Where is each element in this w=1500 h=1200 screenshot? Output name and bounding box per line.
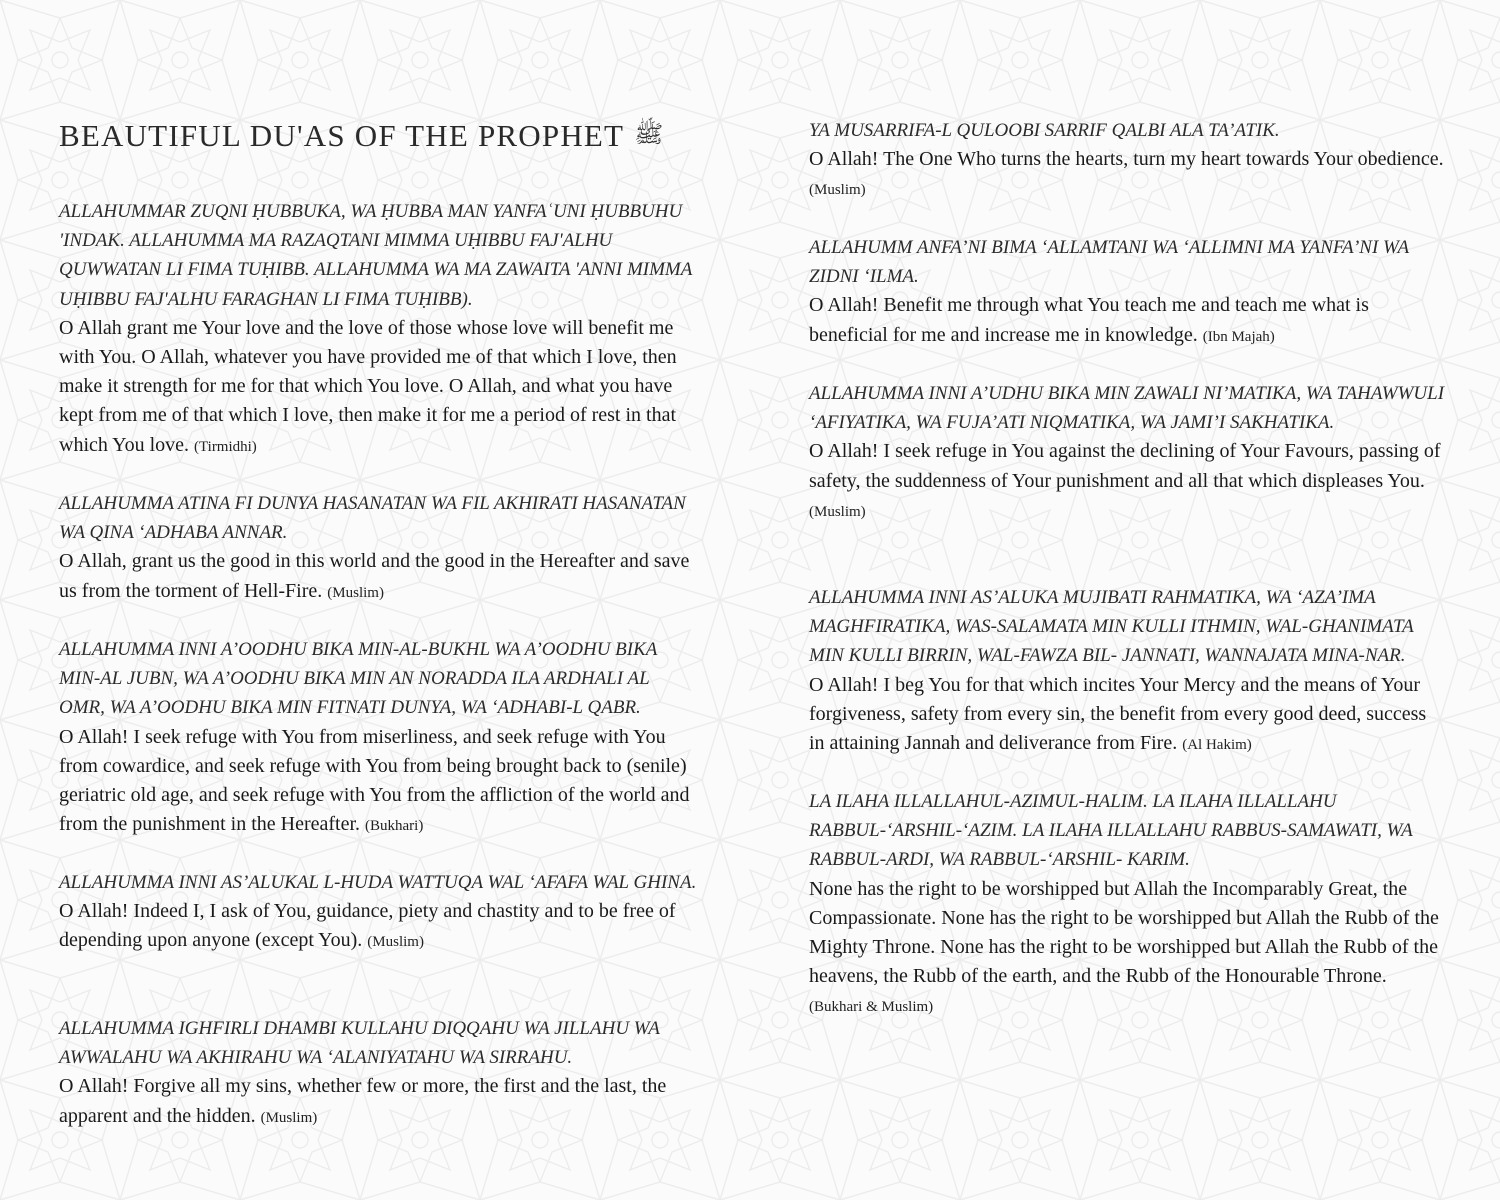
dua-transliteration: ALLAHUMMA INNI AS’ALUKAL L-HUDA WATTUQA WAL ‘AFAFA WAL GHINA. (59, 872, 697, 893)
dua-transliteration: ALLAHUMMA IGHFIRLI DHAMBI KULLAHU DIQQAHU WA JILLAHU WA AWWALAHU WA AKHIRAHU WA ‘ALANIYATAHU WA SIRRAHU. (59, 1018, 660, 1069)
dua-source: (Muslim) (809, 503, 866, 520)
dua-source: (Muslim) (260, 1109, 318, 1126)
translation-text: O Allah! I seek refuge with You from miserliness, and seek refuge with You from cowardice, and seek refuge with You from being brought back to (senile) geriatric old age, and seek refuge with You from the affliction of the world and from the punishment in the Hereafter. (59, 725, 690, 836)
dua-entry (59, 197, 699, 462)
translation-text: O Allah! The One Who turns the hearts, turn my heart towards Your obedience. (809, 148, 1444, 171)
dua-entry (59, 489, 699, 608)
dua-entry (809, 116, 1445, 206)
dua-translation (809, 291, 1445, 351)
translation-text: None has the right to be worshipped but Allah the Incomparably Great, the Compassionate. None has the right to be worshipped but Allah the Rubb of the Mighty Throne. None has the right to be worshipped but Allah the Rubb of the heavens, the Rubb of the earth, and the Rubb of the Honourable Throne. (809, 877, 1439, 988)
dua-source: (Muslim) (327, 584, 384, 601)
dua-transliteration: ALLAHUMM ANFA’NI BIMA ‘ALLAMTANI WA ‘ALLIMNI MA YANFA’NI WA ZIDNI ‘ILMA. (809, 237, 1409, 288)
page-title-text: BEAUTIFUL DU'AS OF THE PROPHET (59, 118, 625, 153)
dua-translation (59, 1072, 699, 1132)
dua-entry (59, 1014, 699, 1133)
dua-entry (809, 583, 1445, 760)
translation-text: O Allah grant me Your love and the love of those whose love will benefit me with You. O Allah, whatever you have provided me of that which I love, then make it strength for me for that which You love. O Allah, and what you have kept from me of that which I love, then make it for me a period of rest in that which You love. (59, 316, 677, 456)
dua-entry (59, 635, 699, 841)
dua-transliteration: ALLAHUMMA ATINA FI DUNYA HASANATAN WA FIL AKHIRATI HASANATAN WA QINA ‘ADHABA ANNAR. (59, 493, 686, 544)
dua-transliteration: ALLAHUMMAR ZUQNI ḤUBBUKA, WA ḤUBBA MAN YANFAʿUNI ḤUBBUHU 'INDAK. ALLAHUMMA MA RAZAQTANI MIMMA UḤIBBU FAJ'ALHU QUWWATAN LI FIMA TUḤIBB. ALLAHUMMA WA MA ZAWAITA 'ANNI MIMMA UḤIBBU FAJ'ALHU FARAGHAN LI FIMA TUḤIBB). (59, 201, 693, 310)
translation-text: O Allah! Benefit me through what You teach me and teach me what is beneficial for me and increase me in knowledge. (809, 294, 1369, 346)
dua-source: (Muslim) (367, 934, 424, 951)
dua-entry (809, 233, 1445, 352)
dua-entry (59, 868, 699, 958)
dua-translation (809, 875, 1445, 1023)
translation-text: O Allah! Indeed I, I ask of You, guidance, piety and chastity and to be free of depending upon anyone (except You). (59, 900, 676, 952)
translation-text: O Allah, grant us the good in this world and the good in the Hereafter and save us from the torment of Hell-Fire. (59, 550, 690, 602)
dua-entry (809, 787, 1445, 1023)
dua-transliteration: YA MUSARRIFA-L QULOOBI SARRIF QALBI ALA TA’ATIK. (809, 120, 1280, 141)
dua-translation (59, 314, 699, 462)
dua-transliteration: LA ILAHA ILLALLAHUL-AZIMUL-HALIM. LA ILAHA ILLALLAHU RABBUL-‘ARSHIL-‘AZIM. LA ILAHA ILLALLAHU RABBUS-SAMAWATI, WA RABBUL-ARDI, WA RABBUL-‘ARSHIL- KARIM. (809, 791, 1413, 871)
dua-transliteration: ALLAHUMMA INNI A’UDHU BIKA MIN ZAWALI NI’MATIKA, WA TAHAWWULI ‘AFIYATIKA, WA FUJA’ATI NIQMATIKA, WA JAMI’I SAKHATIKA. (809, 383, 1445, 434)
dua-translation (59, 897, 699, 957)
dua-transliteration: ALLAHUMMA INNI AS’ALUKA MUJIBATI RAHMATIKA, WA ‘AZA’IMA MAGHFIRATIKA, WAS-SALAMATA MIN KULLI ITHMIN, WAL-GHANIMATA MIN KULLI BIRRIN, WAL-FAWZA BIL- JANNATI, WANNAJATA MINA-NAR. (809, 587, 1414, 667)
dua-source: (Bukhari & Muslim) (809, 999, 934, 1016)
dua-source: (Tirmidhi) (194, 438, 257, 455)
dua-source: (Al Hakim) (1182, 737, 1252, 754)
dua-translation (809, 671, 1445, 761)
translation-text: O Allah! I seek refuge in You against the declining of Your Favours, passing of safety, the suddenness of Your punishment and all that which displeases You. (809, 440, 1441, 492)
page-title (59, 118, 663, 154)
translation-text: O Allah! I beg You for that which incites Your Mercy and the means of Your forgiveness, safety from every sin, the benefit from every good deed, success in attaining Jannah and deliverance from Fire. (809, 673, 1427, 755)
honorific-calligraphy: ﷺ (634, 122, 664, 148)
dua-transliteration: ALLAHUMMA INNI A’OODHU BIKA MIN-AL-BUKHL WA A’OODHU BIKA MIN-AL JUBN, WA A’OODHU BIKA MIN AN NORADDA ILA ARDHALI AL OMR, WA A’OODHU BIKA MIN FITNATI DUNYA, WA ‘ADHABI-L QABR. (59, 639, 658, 719)
dua-translation (809, 145, 1445, 205)
dua-source: (Bukhari) (365, 818, 424, 835)
dua-translation (809, 437, 1445, 527)
dua-source: (Ibn Majah) (1202, 328, 1275, 345)
dua-translation (59, 547, 699, 607)
dua-entry (809, 379, 1445, 527)
dua-translation (59, 723, 699, 842)
translation-text: O Allah! Forgive all my sins, whether few or more, the first and the last, the apparent and the hidden. (59, 1075, 667, 1127)
dua-source: (Muslim) (809, 182, 866, 199)
